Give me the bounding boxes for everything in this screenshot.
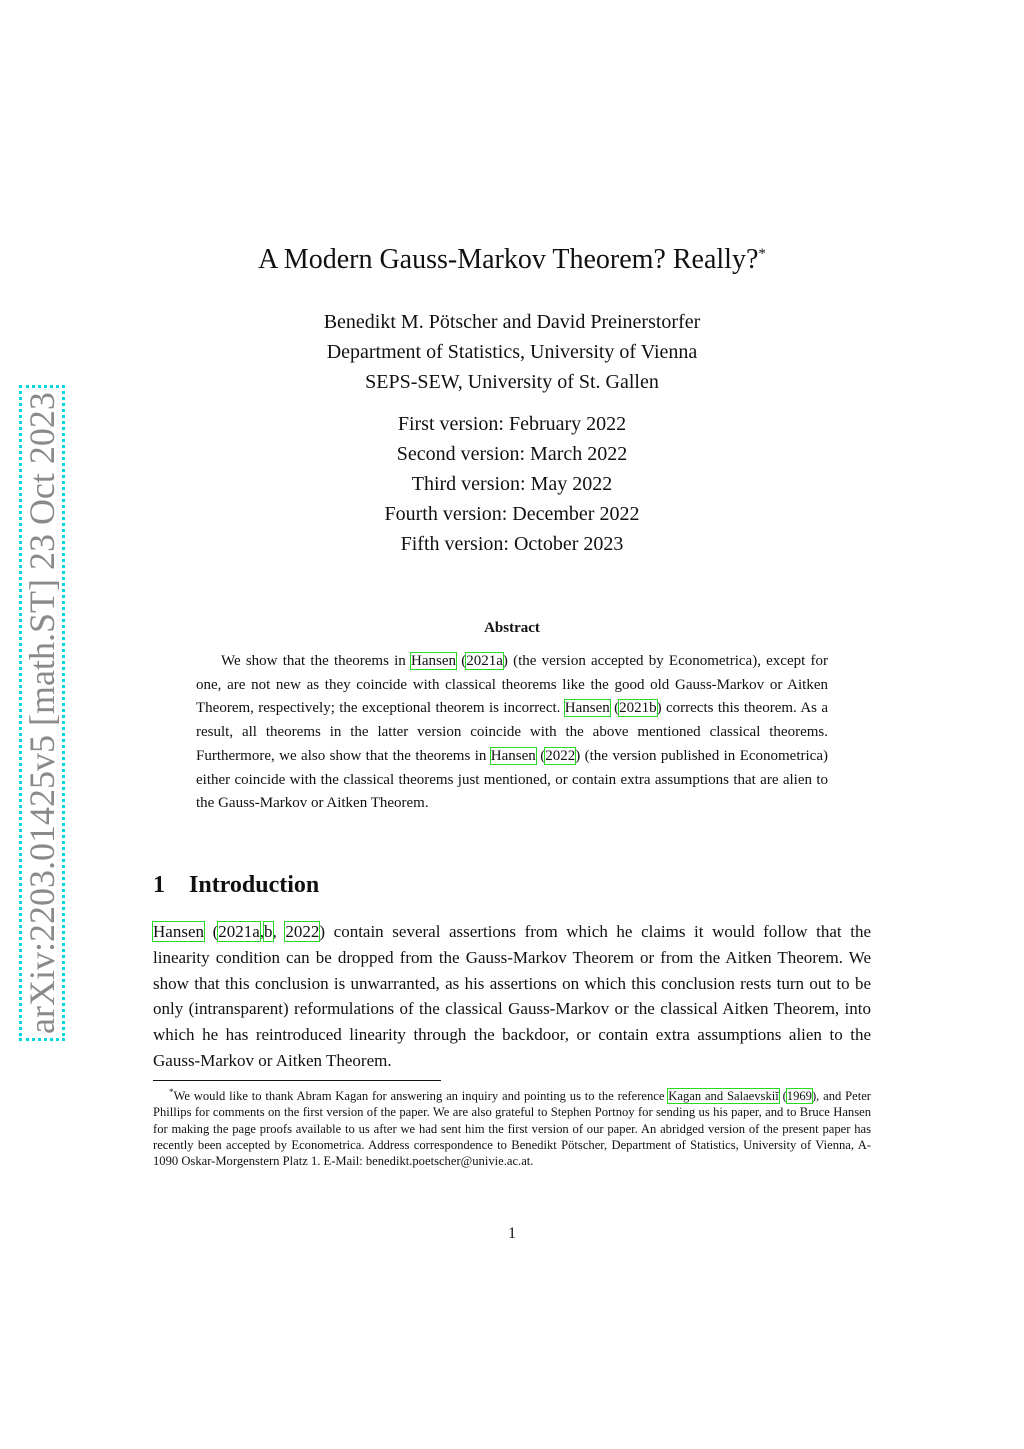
abstract-heading: Abstract <box>484 620 540 636</box>
version-first: First version: February 2022 <box>397 413 627 435</box>
section-heading-introduction <box>153 872 319 899</box>
citation-link[interactable]: Hansen <box>490 747 536 764</box>
abstract-text: ) (the version published in Econometrica) either coincide with the classical theorems just mentioned, or contain extra assumptions that are alien to the Gauss-Markov or Aitken Theorem. <box>196 747 828 812</box>
citation-link[interactable]: 2021a <box>466 653 503 669</box>
intro-text: ( <box>203 922 219 941</box>
citation-link[interactable]: Kagan and Salaevskiĭ <box>668 1089 779 1104</box>
paper-title-text: A Modern Gauss-Markov Theorem? Really? <box>258 244 759 275</box>
abstract-text: ( <box>456 653 467 669</box>
title-footnote-mark[interactable]: * <box>758 246 766 262</box>
citation-link[interactable]: b <box>264 922 273 941</box>
introduction-paragraph <box>153 919 871 1074</box>
citation-link[interactable]: 2022 <box>545 747 576 764</box>
abstract-text: ( <box>609 700 620 717</box>
version-third: Third version: May 2022 <box>411 473 613 495</box>
abstract-text: ) (the version accepted by Econometrica), except for one, are not new as they coincide with classical theorems like the good old Gauss-Markov or Aitken Theorem, respectively; the exceptional theorem is incorrect. <box>196 653 828 717</box>
citation-link[interactable]: Hansen <box>564 700 610 717</box>
citation-link[interactable]: 1969 <box>786 1089 812 1104</box>
affiliation-st-gallen: SEPS-SEW, University of St. Gallen <box>365 371 659 393</box>
citation-link[interactable]: Hansen <box>153 922 204 941</box>
footnote-text: We would like to thank Abram Kagan for answering an inquiry and pointing us to the reference <box>173 1089 669 1104</box>
abstract-text: We show that the theorems in <box>221 653 412 669</box>
intro-text: , <box>272 922 286 941</box>
intro-text: , <box>259 922 265 941</box>
footnote <box>153 1084 871 1169</box>
version-fourth: Fourth version: December 2022 <box>384 503 640 525</box>
section-title: Introduction <box>189 872 320 898</box>
citation-link[interactable]: Hansen <box>411 653 457 669</box>
intro-text: ) contain several assertions from which he claims it would follow that the linearity condition can be dropped from the Gauss-Markov Theorem or from the Aitken Theorem. We show that this conclusion is unwarranted, as his assertions on which this conclusion rests turn out to be only (intransparent) reformulations of the classical Gauss-Markov or the classical Aitken Theorem, into which he has reintroduced linearity through the backdoor, or contain extra assumptions alien to the Gauss-Markov or Aitken Theorem. <box>153 922 871 1070</box>
version-second: Second version: March 2022 <box>396 443 628 465</box>
abstract-text: ) corrects this theorem. As a result, all theorems in the latter version coincide with the above mentioned classical theorems. Furthermore, we also show that the theorems in <box>196 700 829 764</box>
footnote-text: ), and Peter Phillips for comments on the first version of the paper. We are also grateful to Stephen Portnoy for sending us his paper, and to Bruce Hansen for making the page proofs available to us after we had sent him the first version of our paper. An abridged version of the present paper has recently been accepted by Econometrica. Address correspondence to Benedikt Pötscher, Department of Statistics, University of Vienna, A-1090 Oskar-Morgenstern Platz 1. E-Mail: benedikt.poetscher@univie.ac.at. <box>153 1089 871 1168</box>
footnote-rule <box>153 1080 441 1081</box>
author-names: Benedikt M. Pötscher and David Preinerstorfer <box>323 311 701 333</box>
footnote-mark: * <box>169 1087 174 1097</box>
page-number: 1 <box>508 1225 516 1242</box>
citation-link[interactable]: 2022 <box>285 922 320 941</box>
affiliation-vienna: Department of Statistics, University of Vienna <box>326 341 698 363</box>
paper-title <box>0 244 1024 276</box>
citation-link[interactable]: 2021a <box>218 922 260 941</box>
section-number: 1 <box>153 872 165 898</box>
arxiv-identifier-stamp[interactable]: arXiv:2203.01425v5 [math.ST] 23 Oct 2023 <box>22 392 62 1034</box>
footnote-text: ( <box>778 1089 787 1104</box>
abstract-text: ( <box>535 747 546 764</box>
abstract-body <box>196 650 828 816</box>
version-fifth: Fifth version: October 2023 <box>400 533 624 555</box>
citation-link[interactable]: 2021b <box>619 700 657 717</box>
